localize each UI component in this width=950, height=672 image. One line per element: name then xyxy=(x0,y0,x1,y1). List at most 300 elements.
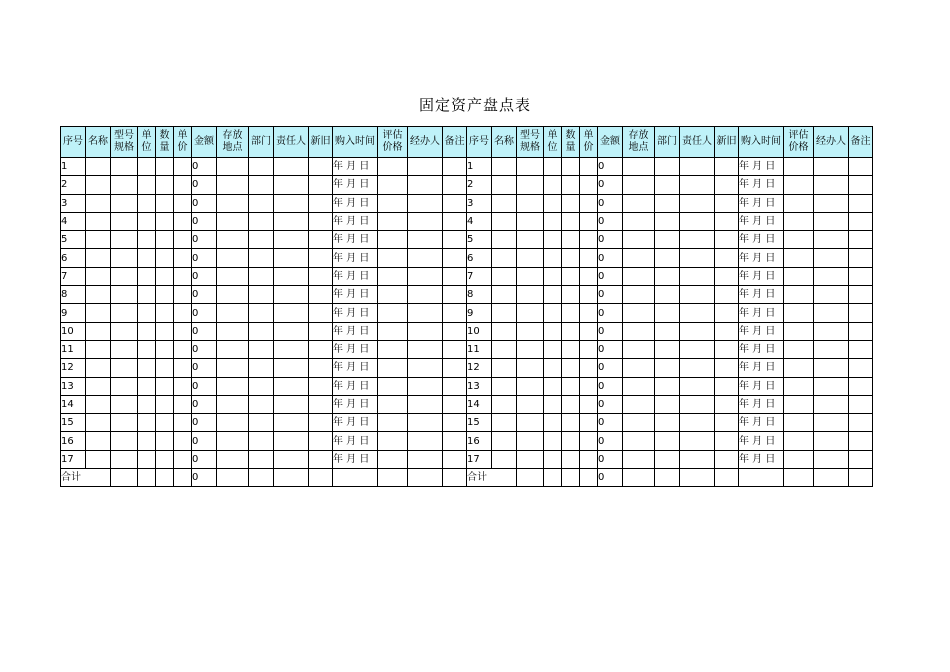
table-cell[interactable] xyxy=(562,414,580,432)
table-cell[interactable] xyxy=(562,194,580,212)
table-cell[interactable] xyxy=(274,267,309,285)
table-cell[interactable] xyxy=(492,267,517,285)
table-cell[interactable] xyxy=(580,304,598,322)
table-cell[interactable] xyxy=(814,432,849,450)
amount-cell[interactable]: 0 xyxy=(192,340,217,358)
table-cell[interactable] xyxy=(517,414,544,432)
row-number-cell[interactable]: 7 xyxy=(467,267,492,285)
table-cell[interactable] xyxy=(544,414,562,432)
table-cell[interactable] xyxy=(492,322,517,340)
row-number-cell[interactable]: 9 xyxy=(61,304,86,322)
purchase-date-cell[interactable]: 年 月 日 xyxy=(739,158,784,176)
table-cell[interactable] xyxy=(378,377,408,395)
table-cell[interactable] xyxy=(814,249,849,267)
table-cell[interactable] xyxy=(680,395,715,413)
table-cell[interactable] xyxy=(562,469,580,487)
table-cell[interactable] xyxy=(309,340,333,358)
table-cell[interactable] xyxy=(580,249,598,267)
table-cell[interactable] xyxy=(249,286,274,304)
table-cell[interactable] xyxy=(814,359,849,377)
row-number-cell[interactable]: 3 xyxy=(467,194,492,212)
table-cell[interactable] xyxy=(562,249,580,267)
table-cell[interactable] xyxy=(849,286,873,304)
table-cell[interactable] xyxy=(111,304,138,322)
table-cell[interactable] xyxy=(580,395,598,413)
table-cell[interactable] xyxy=(86,322,111,340)
table-cell[interactable] xyxy=(562,286,580,304)
table-cell[interactable] xyxy=(580,176,598,194)
amount-cell[interactable]: 0 xyxy=(598,267,623,285)
table-cell[interactable] xyxy=(623,395,655,413)
table-cell[interactable] xyxy=(217,194,249,212)
table-cell[interactable] xyxy=(309,158,333,176)
table-cell[interactable] xyxy=(784,359,814,377)
row-number-cell[interactable]: 5 xyxy=(467,231,492,249)
amount-cell[interactable]: 0 xyxy=(598,359,623,377)
table-cell[interactable] xyxy=(156,286,174,304)
table-cell[interactable] xyxy=(443,267,467,285)
table-cell[interactable] xyxy=(274,158,309,176)
amount-cell[interactable]: 0 xyxy=(192,432,217,450)
table-cell[interactable] xyxy=(443,322,467,340)
purchase-date-cell[interactable]: 年 月 日 xyxy=(333,322,378,340)
table-cell[interactable] xyxy=(217,395,249,413)
table-cell[interactable] xyxy=(544,450,562,468)
table-cell[interactable] xyxy=(443,231,467,249)
table-cell[interactable] xyxy=(580,340,598,358)
table-cell[interactable] xyxy=(784,377,814,395)
table-cell[interactable] xyxy=(715,304,739,322)
purchase-date-cell[interactable]: 年 月 日 xyxy=(739,359,784,377)
amount-cell[interactable]: 0 xyxy=(598,414,623,432)
table-cell[interactable] xyxy=(814,158,849,176)
table-cell[interactable] xyxy=(217,340,249,358)
amount-cell[interactable]: 0 xyxy=(598,249,623,267)
table-cell[interactable] xyxy=(623,231,655,249)
table-cell[interactable] xyxy=(849,469,873,487)
amount-cell[interactable]: 0 xyxy=(192,304,217,322)
table-cell[interactable] xyxy=(174,450,192,468)
table-cell[interactable] xyxy=(217,359,249,377)
table-cell[interactable] xyxy=(86,450,111,468)
table-cell[interactable] xyxy=(562,450,580,468)
table-cell[interactable] xyxy=(814,322,849,340)
table-cell[interactable] xyxy=(274,304,309,322)
table-cell[interactable] xyxy=(580,194,598,212)
table-cell[interactable] xyxy=(274,414,309,432)
row-number-cell[interactable]: 7 xyxy=(61,267,86,285)
table-cell[interactable] xyxy=(138,395,156,413)
table-cell[interactable] xyxy=(378,158,408,176)
table-cell[interactable] xyxy=(378,286,408,304)
table-cell[interactable] xyxy=(309,286,333,304)
table-cell[interactable] xyxy=(517,176,544,194)
table-cell[interactable] xyxy=(849,267,873,285)
table-cell[interactable] xyxy=(249,469,274,487)
table-cell[interactable] xyxy=(408,395,443,413)
table-cell[interactable] xyxy=(309,359,333,377)
table-cell[interactable] xyxy=(274,231,309,249)
table-cell[interactable] xyxy=(814,304,849,322)
table-cell[interactable] xyxy=(86,414,111,432)
purchase-date-cell[interactable]: 年 月 日 xyxy=(333,176,378,194)
table-cell[interactable] xyxy=(492,176,517,194)
table-cell[interactable] xyxy=(86,267,111,285)
table-cell[interactable] xyxy=(111,450,138,468)
table-cell[interactable] xyxy=(715,158,739,176)
table-cell[interactable] xyxy=(174,212,192,230)
table-cell[interactable] xyxy=(138,212,156,230)
table-cell[interactable] xyxy=(680,286,715,304)
table-cell[interactable] xyxy=(655,432,680,450)
table-cell[interactable] xyxy=(623,304,655,322)
row-number-cell[interactable]: 6 xyxy=(61,249,86,267)
table-cell[interactable] xyxy=(333,469,378,487)
table-cell[interactable] xyxy=(580,377,598,395)
table-cell[interactable] xyxy=(562,432,580,450)
purchase-date-cell[interactable]: 年 月 日 xyxy=(739,450,784,468)
table-cell[interactable] xyxy=(849,231,873,249)
row-number-cell[interactable]: 1 xyxy=(61,158,86,176)
row-number-cell[interactable]: 2 xyxy=(61,176,86,194)
table-cell[interactable] xyxy=(378,395,408,413)
table-cell[interactable] xyxy=(623,194,655,212)
amount-cell[interactable]: 0 xyxy=(598,450,623,468)
table-cell[interactable] xyxy=(138,322,156,340)
amount-cell[interactable]: 0 xyxy=(598,395,623,413)
table-cell[interactable] xyxy=(309,432,333,450)
row-number-cell[interactable]: 10 xyxy=(61,322,86,340)
amount-cell[interactable]: 0 xyxy=(598,158,623,176)
table-cell[interactable] xyxy=(309,414,333,432)
table-cell[interactable] xyxy=(174,469,192,487)
table-cell[interactable] xyxy=(544,231,562,249)
purchase-date-cell[interactable]: 年 月 日 xyxy=(739,414,784,432)
table-cell[interactable] xyxy=(544,377,562,395)
table-cell[interactable] xyxy=(623,267,655,285)
table-cell[interactable] xyxy=(443,395,467,413)
table-cell[interactable] xyxy=(580,286,598,304)
table-cell[interactable] xyxy=(174,304,192,322)
table-cell[interactable] xyxy=(138,286,156,304)
purchase-date-cell[interactable]: 年 月 日 xyxy=(739,249,784,267)
row-number-cell[interactable]: 14 xyxy=(467,395,492,413)
table-cell[interactable] xyxy=(784,286,814,304)
table-cell[interactable] xyxy=(680,340,715,358)
table-cell[interactable] xyxy=(138,469,156,487)
table-cell[interactable] xyxy=(715,176,739,194)
purchase-date-cell[interactable]: 年 月 日 xyxy=(739,304,784,322)
row-number-cell[interactable]: 16 xyxy=(467,432,492,450)
row-number-cell[interactable]: 12 xyxy=(61,359,86,377)
table-cell[interactable] xyxy=(492,231,517,249)
table-cell[interactable] xyxy=(309,450,333,468)
table-cell[interactable] xyxy=(309,176,333,194)
row-number-cell[interactable]: 15 xyxy=(61,414,86,432)
purchase-date-cell[interactable]: 年 月 日 xyxy=(333,377,378,395)
table-cell[interactable] xyxy=(562,322,580,340)
table-cell[interactable] xyxy=(111,469,138,487)
purchase-date-cell[interactable]: 年 月 日 xyxy=(333,231,378,249)
table-cell[interactable] xyxy=(408,212,443,230)
table-cell[interactable] xyxy=(784,212,814,230)
table-cell[interactable] xyxy=(814,194,849,212)
table-cell[interactable] xyxy=(544,340,562,358)
total-amount-cell[interactable]: 0 xyxy=(598,469,623,487)
table-cell[interactable] xyxy=(443,249,467,267)
table-cell[interactable] xyxy=(111,267,138,285)
table-cell[interactable] xyxy=(111,395,138,413)
table-cell[interactable] xyxy=(580,359,598,377)
table-cell[interactable] xyxy=(111,414,138,432)
table-cell[interactable] xyxy=(849,176,873,194)
table-cell[interactable] xyxy=(655,304,680,322)
table-cell[interactable] xyxy=(715,414,739,432)
table-cell[interactable] xyxy=(408,432,443,450)
table-cell[interactable] xyxy=(138,267,156,285)
table-cell[interactable] xyxy=(408,176,443,194)
table-cell[interactable] xyxy=(378,267,408,285)
table-cell[interactable] xyxy=(715,450,739,468)
table-cell[interactable] xyxy=(217,231,249,249)
table-cell[interactable] xyxy=(492,158,517,176)
table-cell[interactable] xyxy=(580,469,598,487)
table-cell[interactable] xyxy=(715,286,739,304)
amount-cell[interactable]: 0 xyxy=(192,267,217,285)
table-cell[interactable] xyxy=(562,395,580,413)
table-cell[interactable] xyxy=(739,469,784,487)
table-cell[interactable] xyxy=(408,231,443,249)
table-cell[interactable] xyxy=(86,340,111,358)
table-cell[interactable] xyxy=(580,212,598,230)
table-cell[interactable] xyxy=(86,249,111,267)
amount-cell[interactable]: 0 xyxy=(598,176,623,194)
table-cell[interactable] xyxy=(111,359,138,377)
table-cell[interactable] xyxy=(174,322,192,340)
table-cell[interactable] xyxy=(784,395,814,413)
table-cell[interactable] xyxy=(174,231,192,249)
table-cell[interactable] xyxy=(249,377,274,395)
table-cell[interactable] xyxy=(517,377,544,395)
table-cell[interactable] xyxy=(408,322,443,340)
row-number-cell[interactable]: 13 xyxy=(61,377,86,395)
table-cell[interactable] xyxy=(814,212,849,230)
row-number-cell[interactable]: 14 xyxy=(61,395,86,413)
table-cell[interactable] xyxy=(517,249,544,267)
table-cell[interactable] xyxy=(249,158,274,176)
table-cell[interactable] xyxy=(217,267,249,285)
table-cell[interactable] xyxy=(517,469,544,487)
table-cell[interactable] xyxy=(156,359,174,377)
table-cell[interactable] xyxy=(517,158,544,176)
table-cell[interactable] xyxy=(408,158,443,176)
table-cell[interactable] xyxy=(517,267,544,285)
table-cell[interactable] xyxy=(492,249,517,267)
table-cell[interactable] xyxy=(517,304,544,322)
row-number-cell[interactable]: 15 xyxy=(467,414,492,432)
purchase-date-cell[interactable]: 年 月 日 xyxy=(739,340,784,358)
table-cell[interactable] xyxy=(138,158,156,176)
table-cell[interactable] xyxy=(562,158,580,176)
table-cell[interactable] xyxy=(274,395,309,413)
table-cell[interactable] xyxy=(378,322,408,340)
table-cell[interactable] xyxy=(156,249,174,267)
table-cell[interactable] xyxy=(715,249,739,267)
amount-cell[interactable]: 0 xyxy=(192,194,217,212)
table-cell[interactable] xyxy=(680,267,715,285)
amount-cell[interactable]: 0 xyxy=(598,377,623,395)
table-cell[interactable] xyxy=(623,212,655,230)
table-cell[interactable] xyxy=(249,395,274,413)
table-cell[interactable] xyxy=(156,212,174,230)
table-cell[interactable] xyxy=(680,231,715,249)
table-cell[interactable] xyxy=(249,432,274,450)
purchase-date-cell[interactable]: 年 月 日 xyxy=(739,267,784,285)
table-cell[interactable] xyxy=(849,414,873,432)
table-cell[interactable] xyxy=(562,377,580,395)
table-cell[interactable] xyxy=(309,469,333,487)
table-cell[interactable] xyxy=(217,158,249,176)
table-cell[interactable] xyxy=(408,286,443,304)
table-cell[interactable] xyxy=(408,450,443,468)
purchase-date-cell[interactable]: 年 月 日 xyxy=(739,231,784,249)
table-cell[interactable] xyxy=(849,432,873,450)
table-cell[interactable] xyxy=(86,231,111,249)
row-number-cell[interactable]: 8 xyxy=(467,286,492,304)
table-cell[interactable] xyxy=(814,395,849,413)
purchase-date-cell[interactable]: 年 月 日 xyxy=(739,432,784,450)
table-cell[interactable] xyxy=(138,194,156,212)
purchase-date-cell[interactable]: 年 月 日 xyxy=(333,432,378,450)
table-cell[interactable] xyxy=(849,212,873,230)
table-cell[interactable] xyxy=(655,414,680,432)
table-cell[interactable] xyxy=(562,176,580,194)
table-cell[interactable] xyxy=(849,359,873,377)
table-cell[interactable] xyxy=(655,322,680,340)
table-cell[interactable] xyxy=(156,267,174,285)
table-cell[interactable] xyxy=(408,377,443,395)
table-cell[interactable] xyxy=(443,286,467,304)
purchase-date-cell[interactable]: 年 月 日 xyxy=(333,359,378,377)
table-cell[interactable] xyxy=(562,304,580,322)
row-number-cell[interactable]: 8 xyxy=(61,286,86,304)
table-cell[interactable] xyxy=(655,359,680,377)
table-cell[interactable] xyxy=(111,212,138,230)
table-cell[interactable] xyxy=(86,158,111,176)
table-cell[interactable] xyxy=(580,267,598,285)
amount-cell[interactable]: 0 xyxy=(598,340,623,358)
table-cell[interactable] xyxy=(443,158,467,176)
table-cell[interactable] xyxy=(174,359,192,377)
purchase-date-cell[interactable]: 年 月 日 xyxy=(333,158,378,176)
row-number-cell[interactable]: 2 xyxy=(467,176,492,194)
table-cell[interactable] xyxy=(249,176,274,194)
purchase-date-cell[interactable]: 年 月 日 xyxy=(333,304,378,322)
table-cell[interactable] xyxy=(249,304,274,322)
table-cell[interactable] xyxy=(274,432,309,450)
amount-cell[interactable]: 0 xyxy=(598,286,623,304)
table-cell[interactable] xyxy=(784,340,814,358)
table-cell[interactable] xyxy=(623,249,655,267)
table-cell[interactable] xyxy=(443,432,467,450)
amount-cell[interactable]: 0 xyxy=(192,212,217,230)
total-amount-cell[interactable]: 0 xyxy=(192,469,217,487)
table-cell[interactable] xyxy=(274,194,309,212)
table-cell[interactable] xyxy=(562,231,580,249)
purchase-date-cell[interactable]: 年 月 日 xyxy=(333,450,378,468)
row-number-cell[interactable]: 4 xyxy=(467,212,492,230)
table-cell[interactable] xyxy=(86,377,111,395)
table-cell[interactable] xyxy=(655,469,680,487)
table-cell[interactable] xyxy=(274,450,309,468)
table-cell[interactable] xyxy=(408,414,443,432)
table-cell[interactable] xyxy=(217,176,249,194)
table-cell[interactable] xyxy=(849,194,873,212)
table-cell[interactable] xyxy=(655,395,680,413)
table-cell[interactable] xyxy=(680,359,715,377)
amount-cell[interactable]: 0 xyxy=(192,158,217,176)
table-cell[interactable] xyxy=(492,304,517,322)
table-cell[interactable] xyxy=(715,395,739,413)
table-cell[interactable] xyxy=(86,304,111,322)
table-cell[interactable] xyxy=(544,432,562,450)
table-cell[interactable] xyxy=(680,249,715,267)
table-cell[interactable] xyxy=(217,286,249,304)
table-cell[interactable] xyxy=(814,231,849,249)
table-cell[interactable] xyxy=(849,450,873,468)
table-cell[interactable] xyxy=(174,432,192,450)
row-number-cell[interactable]: 17 xyxy=(467,450,492,468)
purchase-date-cell[interactable]: 年 月 日 xyxy=(333,395,378,413)
amount-cell[interactable]: 0 xyxy=(192,395,217,413)
purchase-date-cell[interactable]: 年 月 日 xyxy=(333,194,378,212)
table-cell[interactable] xyxy=(655,176,680,194)
table-cell[interactable] xyxy=(784,158,814,176)
table-cell[interactable] xyxy=(849,395,873,413)
table-cell[interactable] xyxy=(623,286,655,304)
table-cell[interactable] xyxy=(249,267,274,285)
amount-cell[interactable]: 0 xyxy=(598,304,623,322)
table-cell[interactable] xyxy=(111,158,138,176)
table-cell[interactable] xyxy=(443,414,467,432)
table-cell[interactable] xyxy=(111,377,138,395)
table-cell[interactable] xyxy=(443,340,467,358)
table-cell[interactable] xyxy=(680,469,715,487)
table-cell[interactable] xyxy=(623,176,655,194)
table-cell[interactable] xyxy=(849,249,873,267)
table-cell[interactable] xyxy=(517,432,544,450)
table-cell[interactable] xyxy=(443,176,467,194)
table-cell[interactable] xyxy=(174,194,192,212)
table-cell[interactable] xyxy=(715,359,739,377)
table-cell[interactable] xyxy=(156,176,174,194)
table-cell[interactable] xyxy=(111,194,138,212)
table-cell[interactable] xyxy=(274,322,309,340)
table-cell[interactable] xyxy=(784,267,814,285)
table-cell[interactable] xyxy=(309,267,333,285)
table-cell[interactable] xyxy=(680,176,715,194)
table-cell[interactable] xyxy=(138,414,156,432)
table-cell[interactable] xyxy=(492,286,517,304)
table-cell[interactable] xyxy=(849,304,873,322)
table-cell[interactable] xyxy=(138,450,156,468)
row-number-cell[interactable]: 6 xyxy=(467,249,492,267)
table-cell[interactable] xyxy=(517,212,544,230)
table-cell[interactable] xyxy=(138,340,156,358)
table-cell[interactable] xyxy=(138,377,156,395)
table-cell[interactable] xyxy=(156,231,174,249)
table-cell[interactable] xyxy=(517,340,544,358)
